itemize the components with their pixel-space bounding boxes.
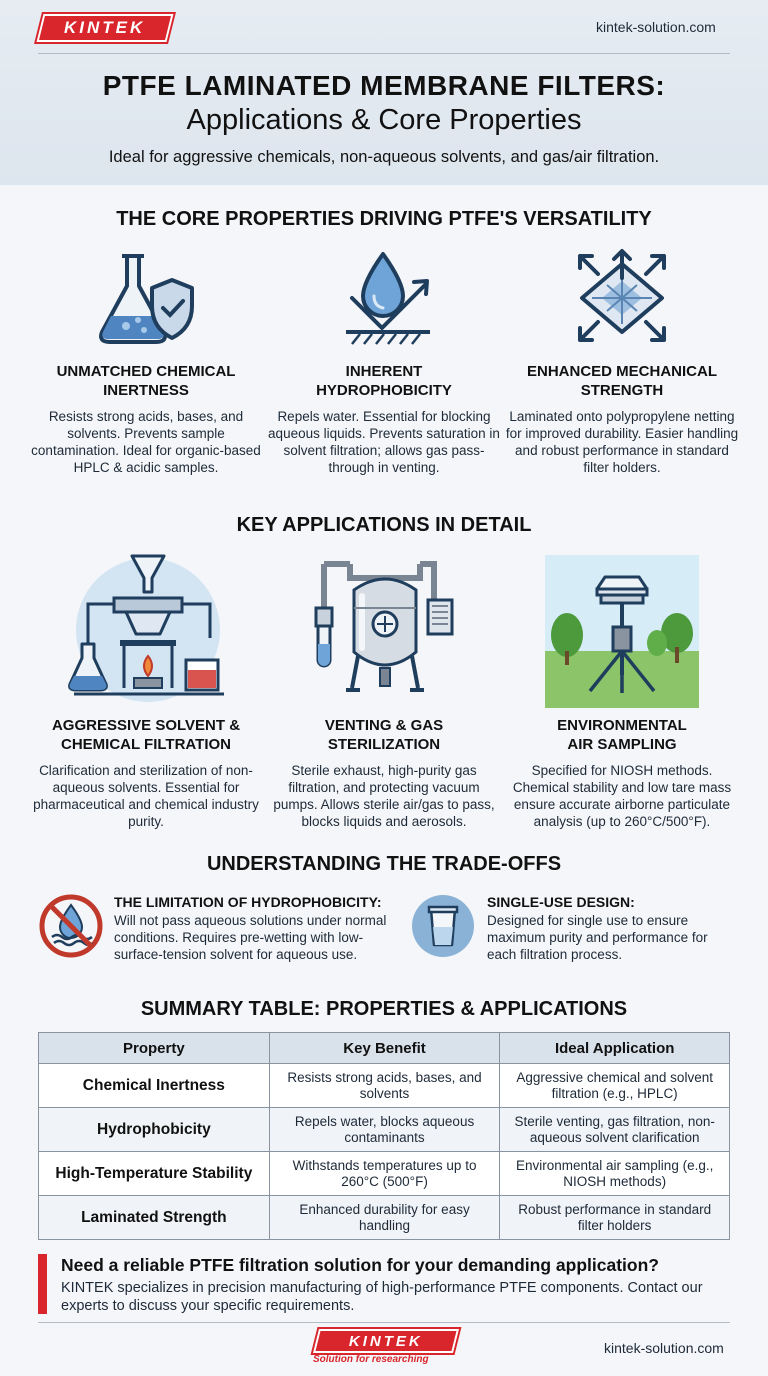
table-cell: Withstands temperatures up to 260°C (500°F): [269, 1152, 500, 1196]
property-body: Laminated onto polypropylene netting for improved durability. Easier handling and robust performance in standard filter holders.: [505, 409, 739, 475]
cta-accent-bar: [38, 1254, 47, 1314]
property-card-hydrophobicity: [267, 362, 501, 476]
property-card-strength: [505, 362, 739, 476]
cta-title: Need a reliable PTFE filtration solution for your demanding application?: [61, 1255, 659, 1275]
cta-body: KINTEK specializes in precision manufacturing of high-performance PTFE components. Contact our experts to discuss your specific requirements.: [61, 1280, 703, 1314]
table-cell: High-Temperature Stability: [39, 1152, 270, 1196]
table-cell: Robust performance in standard filter holders: [500, 1196, 730, 1240]
page-tagline: Ideal for aggressive chemicals, non-aqueous solvents, and gas/air filtration.: [108, 148, 660, 166]
header-divider: [38, 53, 730, 54]
property-title: INHERENT HYDROPHOBICITY: [316, 363, 452, 399]
application-title: VENTING & GAS STERILIZATION: [324, 717, 444, 753]
applications-heading: KEY APPLICATIONS IN DETAIL: [236, 514, 532, 536]
table-row: [39, 1064, 730, 1108]
summary-table: [38, 1032, 730, 1240]
tradeoff-title: THE LIMITATION OF HYDROPHOBICITY:: [114, 894, 382, 910]
laminated-mesh-icon: [570, 248, 674, 348]
table-row: [39, 1196, 730, 1240]
table-row: [39, 1108, 730, 1152]
application-body: Clarification and sterilization of non-aqueous solvents. Essential for pharmaceutical and chemical industry purity.: [33, 763, 259, 829]
column-header: Property: [39, 1033, 270, 1064]
single-use-cup-icon: [410, 893, 476, 959]
table-cell: Repels water, blocks aqueous contaminants: [269, 1108, 500, 1152]
application-body: Specified for NIOSH methods. Chemical stability and low tare mass ensure accurate airborne particulate analysis (up to 260°C/500°F).: [512, 763, 732, 829]
table-cell: Sterile venting, gas filtration, non-aqueous solvent clarification: [500, 1108, 730, 1152]
table-row: [39, 1152, 730, 1196]
table-cell: Aggressive chemical and solvent filtration (e.g., HPLC): [500, 1064, 730, 1108]
tradeoff-body: Will not pass aqueous solutions under normal conditions. Requires pre-wetting with low-surface-tension solvent for aqueous use.: [114, 913, 387, 962]
application-card-venting: [267, 716, 501, 830]
table-header-row: [39, 1033, 730, 1064]
air-sampler-icon: [545, 555, 699, 708]
column-header: Ideal Application: [500, 1033, 730, 1064]
page-title: PTFE LAMINATED MEMBRANE FILTERS:: [102, 70, 666, 101]
water-drop-icon: [338, 250, 438, 346]
column-header: Key Benefit: [269, 1033, 500, 1064]
website-link[interactable]: kintek-solution.com: [596, 19, 716, 35]
logo-text: KINTEK: [349, 1332, 423, 1350]
application-card-solvent: [29, 716, 263, 830]
property-card-chemical: [29, 362, 263, 476]
table-cell: Laminated Strength: [39, 1196, 270, 1240]
table-cell: Hydrophobicity: [39, 1108, 270, 1152]
property-body: Resists strong acids, bases, and solvents. Prevents sample contamination. Ideal for organic-based HPLC & acidic samples.: [31, 409, 261, 475]
filtration-apparatus-icon: [64, 548, 232, 708]
table-cell: Chemical Inertness: [39, 1064, 270, 1108]
application-title: AGGRESSIVE SOLVENT & CHEMICAL FILTRATION: [51, 717, 241, 753]
application-card-air-sampling: [505, 716, 739, 830]
application-body: Sterile exhaust, high-purity gas filtration, and protecting vacuum pumps. Allows sterile air/gas to pass, blocks liquids and aerosols.: [273, 763, 495, 829]
property-body: Repels water. Essential for blocking aqueous liquids. Prevents saturation in solvent filtration; allows gas pass-through in venting.: [268, 409, 500, 475]
table-cell: Resists strong acids, bases, and solvents: [269, 1064, 500, 1108]
steel-vessel-icon: [310, 556, 460, 708]
brand-slogan: Solution for researching: [313, 1354, 429, 1365]
table-cell: Environmental air sampling (e.g., NIOSH methods): [500, 1152, 730, 1196]
tradeoffs-heading: UNDERSTANDING THE TRADE-OFFS: [206, 853, 562, 875]
page-subtitle: Applications & Core Properties: [186, 104, 582, 136]
property-title: ENHANCED MECHANICAL STRENGTH: [527, 363, 717, 399]
footer-website-link[interactable]: kintek-solution.com: [604, 1340, 724, 1356]
tradeoff-title: SINGLE-USE DESIGN:: [487, 894, 635, 910]
application-title: ENVIRONMENTAL AIR SAMPLING: [557, 717, 687, 753]
kintek-footer-logo[interactable]: [313, 1329, 459, 1353]
footer-divider: [38, 1322, 730, 1323]
tradeoff-body: Designed for single use to ensure maximum purity and performance for each filtration process.: [487, 913, 708, 962]
no-water-icon: [38, 893, 104, 959]
logo-text: KINTEK: [64, 18, 146, 37]
summary-heading: SUMMARY TABLE: PROPERTIES & APPLICATIONS: [140, 998, 628, 1020]
kintek-logo[interactable]: [37, 14, 174, 42]
flask-shield-icon: [92, 250, 196, 350]
table-cell: Enhanced durability for easy handling: [269, 1196, 500, 1240]
properties-heading: THE CORE PROPERTIES DRIVING PTFE'S VERSATILITY: [116, 208, 652, 230]
property-title: UNMATCHED CHEMICAL INERTNESS: [56, 363, 236, 399]
